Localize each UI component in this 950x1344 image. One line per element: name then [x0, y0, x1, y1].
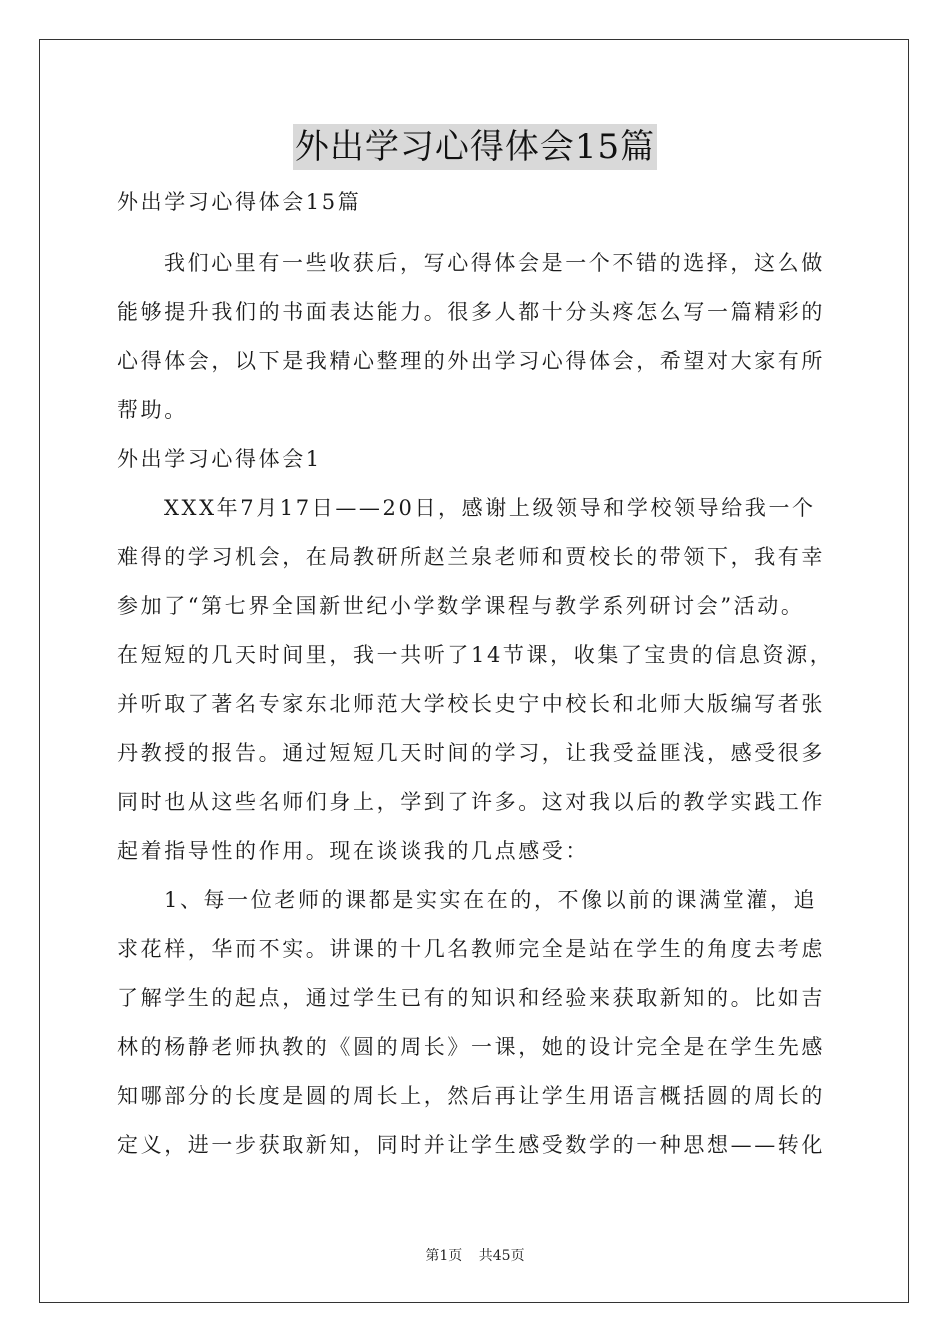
- text-line: 外出学习心得体会15篇: [117, 190, 362, 214]
- text-line: 帮助。: [117, 398, 188, 422]
- document-body: [117, 178, 835, 1170]
- page-number: 第1页: [425, 1248, 463, 1264]
- document-title: 外出学习心得体会15篇: [293, 124, 657, 170]
- text-line: 1、每一位老师的课都是实实在在的，不像以前的课满堂灌，追: [164, 888, 818, 912]
- title-container: [0, 124, 950, 170]
- text-line: 起着指导性的作用。现在谈谈我的几点感受：: [117, 839, 589, 863]
- text-line: 外出学习心得体会1: [117, 447, 322, 471]
- text-line: 难得的学习机会，在局教研所赵兰泉老师和贾校长的带领下，我有幸: [117, 545, 825, 569]
- text-line: 定义，进一步获取新知，同时并让学生感受数学的一种思想——转化: [117, 1133, 825, 1157]
- text-line: 林的杨静老师执教的《圆的周长》一课，她的设计完全是在学生先感: [117, 1035, 825, 1059]
- text-line: 参加了“第七界全国新世纪小学数学课程与教学系列研讨会”活动。: [117, 594, 805, 618]
- text-line: 能够提升我们的书面表达能力。很多人都十分头疼怎么写一篇精彩的: [117, 300, 825, 324]
- text-line: 求花样，华而不实。讲课的十几名教师完全是站在学生的角度去考虑: [117, 937, 825, 961]
- text-line: 心得体会，以下是我精心整理的外出学习心得体会，希望对大家有所: [117, 349, 825, 373]
- text-line: 同时也从这些名师们身上，学到了许多。这对我以后的教学实践工作: [117, 790, 825, 814]
- text-line: 知哪部分的长度是圆的周长上，然后再让学生用语言概括圆的周长的: [117, 1084, 825, 1108]
- text-line: XXX年7月17日——20日，感谢上级领导和学校领导给我一个: [164, 496, 816, 520]
- text-line: 在短短的几天时间里，我一共听了14节课，收集了宝贵的信息资源，: [117, 643, 834, 667]
- text-line: 我们心里有一些收获后，写心得体会是一个不错的选择，这么做: [164, 251, 825, 275]
- page-footer: [0, 1245, 950, 1265]
- text-line: 丹教授的报告。通过短短几天时间的学习，让我受益匪浅，感受很多: [117, 741, 825, 765]
- text-line: 了解学生的起点，通过学生已有的知识和经验来获取新知的。比如吉: [117, 986, 825, 1010]
- text-line: 并听取了著名专家东北师范大学校长史宁中校长和北师大版编写者张: [117, 692, 825, 716]
- page-total: 共45页: [478, 1248, 525, 1264]
- paragraph-gap: [117, 227, 835, 239]
